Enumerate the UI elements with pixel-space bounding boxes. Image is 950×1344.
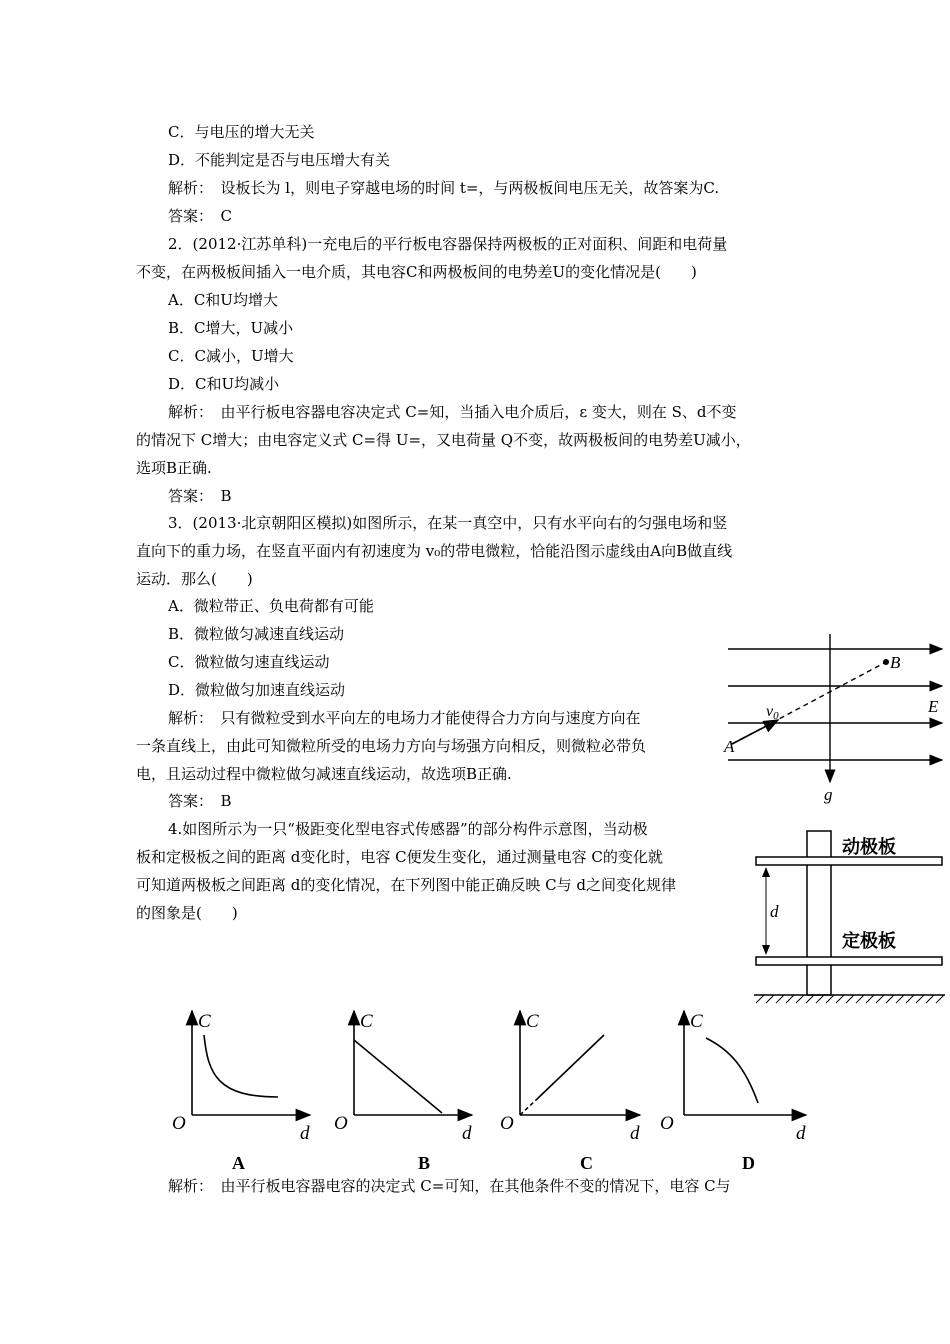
q3-field-diagram	[720, 630, 950, 810]
origin-label: O	[334, 1113, 348, 1134]
label-v0: v0	[766, 703, 779, 722]
q2-option-c: C．C减小，U增大	[168, 347, 294, 365]
q2-option-a: A．C和U均增大	[168, 291, 278, 309]
origin-label: O	[172, 1113, 186, 1134]
q3-option-c: C．微粒做匀速直线运动	[168, 653, 330, 671]
q1-analysis: 解析： 设板长为 l，则电子穿越电场的时间 t=，与两极板间电压无关，故答案为C.	[168, 179, 720, 197]
curve-decreasing-line	[354, 1040, 442, 1113]
x-label: d	[630, 1123, 640, 1144]
graph-c	[500, 1011, 640, 1173]
label-a: A	[724, 737, 735, 756]
q2-stem-line2: 不变，在两极板间插入一电介质，其电容C和两极板间的电势差U的变化情况是( )	[136, 263, 697, 281]
ground-hatch	[756, 995, 944, 1003]
graph-label: A	[232, 1153, 245, 1173]
y-label: C	[360, 1011, 373, 1032]
q3-option-b: B．微粒做匀减速直线运动	[168, 625, 345, 643]
curve-concave-down	[706, 1038, 758, 1103]
q3-stem-line1: 3．(2013·北京朝阳区模拟)如图所示，在某一真空中，只有水平向右的匀强电场和竖	[168, 514, 728, 532]
q2-analysis-line2: 的情况下 C增大；由电容定义式 C=得 U=，又电荷量 Q不变，故两极板间的电势差U减小，	[136, 431, 751, 449]
q4-graphs	[160, 1005, 820, 1175]
distance-arrowhead-bottom	[762, 945, 770, 955]
q3-stem-line2: 直向下的重力场，在竖直平面内有初速度为 v₀的带电微粒，恰能沿图示虚线由A向B做直线	[136, 542, 733, 560]
origin-label: O	[660, 1113, 674, 1134]
q4-stem-line2: 板和定极板之间的距离 d变化时，电容 C便发生变化，通过测量电容 C的变化就	[136, 848, 663, 866]
y-label: C	[198, 1011, 211, 1032]
q4-analysis: 解析： 由平行板电容器电容的决定式 C=可知，在其他条件不变的情况下，电容 C与	[168, 1177, 731, 1195]
q3-option-a: A．微粒带正、负电荷都有可能	[168, 597, 374, 615]
curve-increasing-line	[536, 1035, 604, 1100]
q2-analysis-line1: 解析： 由平行板电容器电容决定式 C=知，当插入电介质后，ε 变大，则在 S、d不变	[168, 403, 737, 421]
graph-label: D	[742, 1153, 755, 1173]
moving-plate	[756, 857, 942, 865]
graph-d	[660, 1011, 806, 1173]
curve-hyperbola	[204, 1035, 278, 1097]
label-e: E	[928, 697, 939, 716]
q2-analysis-line3: 选项B正确.	[136, 459, 212, 477]
x-label: d	[462, 1123, 472, 1144]
label-d: d	[770, 902, 779, 921]
fixed-plate	[756, 957, 942, 965]
y-label: C	[690, 1011, 703, 1032]
q3-option-d: D．微粒做匀加速直线运动	[168, 681, 346, 699]
q3-stem-line3: 运动．那么( )	[136, 570, 253, 588]
x-label: d	[796, 1123, 806, 1144]
fixed-plate-label: 定极板	[842, 931, 896, 952]
x-label: d	[300, 1123, 310, 1144]
label-b: B	[890, 653, 901, 672]
y-label: C	[526, 1011, 539, 1032]
q3-analysis-line2: 一条直线上，由此可知微粒所受的电场力方向与场强方向相反，则微粒必带负	[136, 737, 647, 755]
origin-label: O	[500, 1113, 514, 1134]
distance-arrowhead-top	[762, 867, 770, 877]
point-b-dot	[883, 659, 889, 665]
q1-answer: 答案： C	[168, 207, 232, 225]
q4-sensor-diagram	[752, 825, 947, 1005]
graph-label: C	[580, 1153, 593, 1173]
q3-answer: 答案： B	[168, 792, 232, 810]
moving-plate-label: 动极板	[842, 837, 896, 858]
q2-option-b: B．C增大，U减小	[168, 319, 294, 337]
label-g: g	[824, 785, 833, 804]
graph-a	[172, 1011, 310, 1173]
graph-b	[334, 1011, 472, 1173]
center-rod	[807, 831, 831, 995]
q4-stem-line1: 4.如图所示为一只“极距变化型电容式传感器”的部分构件示意图，当动极	[168, 820, 648, 838]
q3-analysis-line3: 电，且运动过程中微粒做匀减速直线运动，故选项B正确.	[136, 765, 512, 783]
q3-analysis-line1: 解析： 只有微粒受到水平向左的电场力才能使得合力方向与速度方向在	[168, 709, 641, 727]
q2-stem-line1: 2．(2012·江苏单科)一充电后的平行板电容器保持两极板的正对面积、间距和电荷量	[168, 235, 728, 253]
q2-option-d: D．C和U均减小	[168, 375, 280, 393]
curve-dashed-segment	[520, 1100, 536, 1115]
q2-answer: 答案： B	[168, 487, 232, 505]
q1-option-d: D．不能判定是否与电压增大有关	[168, 151, 391, 169]
q4-stem-line4: 的图象是( )	[136, 904, 238, 922]
q4-stem-line3: 可知道两极板之间距离 d的变化情况，在下列图中能正确反映 C与 d之间变化规律	[136, 876, 676, 894]
q1-option-c: C．与电压的增大无关	[168, 123, 315, 141]
graph-label: B	[418, 1153, 431, 1173]
